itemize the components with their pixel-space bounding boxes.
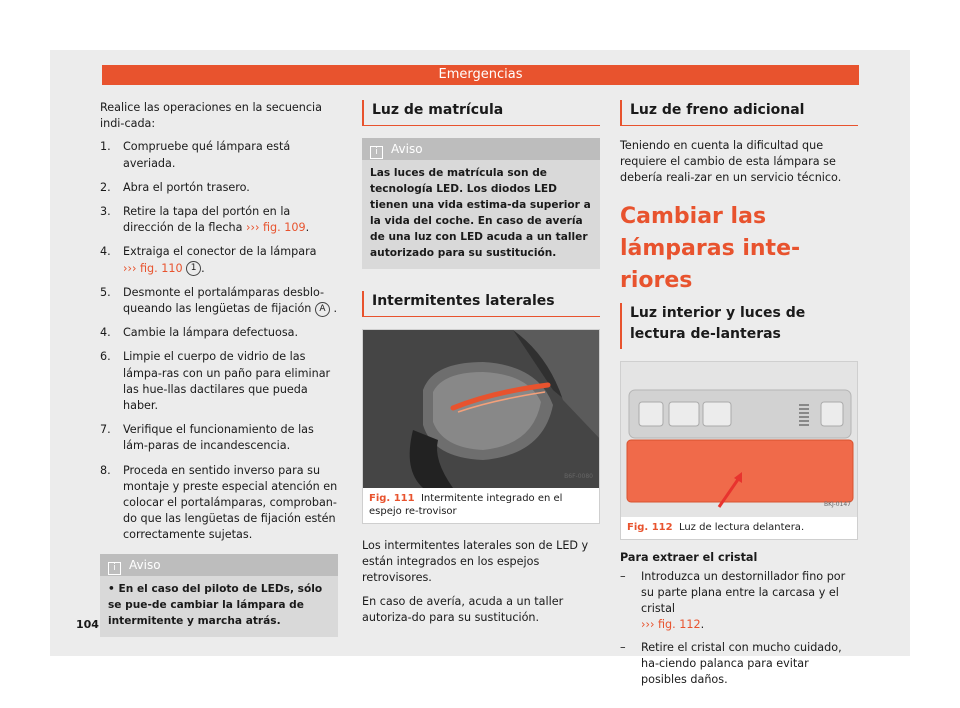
intro-text: Realice las operaciones en la secuencia indi-cada: — [100, 101, 323, 131]
column-2 — [362, 100, 600, 633]
step-item: 4. Extraiga el conector de la lámpara ››› fig. 110 1 . — [100, 245, 317, 275]
info-icon: i — [370, 146, 383, 159]
column-1 — [100, 100, 338, 637]
step-item: 6. Limpie el cuerpo de vidrio de las lámpa-ras con un paño para eliminar las hue-llas dactilares que pueda haber. — [100, 350, 331, 413]
paragraph: Los intermitentes laterales son de LED y están integrados en los espejos retrovisores. — [362, 539, 589, 585]
section-heading: Intermitentes laterales — [362, 291, 600, 317]
figure-caption: Fig. 112 Luz de lectura delantera. — [627, 521, 805, 533]
figure-112 — [620, 361, 858, 540]
step-item: 8. Proceda en sentido inverso para su montaje y preste especial atención en colocar el portalámparas, comproban-do que las lengüetas de fijación estén correctamente sujetas. — [100, 463, 338, 542]
note-text: Las luces de matrícula son de tecnología LED. Los diodos LED tienen una vida estima-da superior a la vida del coche. En caso de avería de una luz con LED acuda a un taller autorizado para su sustitución. — [370, 167, 591, 259]
figure-reference-link[interactable]: ››› fig. 109 — [246, 221, 306, 235]
steps-list — [100, 139, 338, 543]
figure-caption: Fig. 111 Intermitente integrado en el espejo re-trovisor — [369, 493, 563, 517]
aviso-note — [362, 138, 600, 269]
note-title: Aviso — [129, 557, 161, 572]
step-item: 4. Cambie la lámpara defectuosa. — [100, 326, 299, 340]
chapter-heading: Cambiar las lámparas inte-riores — [620, 203, 801, 293]
list-item: – Retire el cristal con mucho cuidado, ha-ciendo palanca para evitar posibles daños. — [620, 640, 842, 687]
callout-badge: A — [315, 302, 330, 317]
list-item: – Introduzca un destornillador fino por su parte plana entre la carcasa y el cristal ››› fig. 112. — [620, 569, 846, 632]
paragraph: Teniendo en cuenta la dificultad que requiere el cambio de esta lámpara se debería reali-zar en un servicio técnico. — [620, 139, 842, 185]
section-heading: Luz de freno adicional — [620, 100, 858, 126]
step-item: 3. Retire la tapa del portón en la dirección de la flecha ››› fig. 109. — [100, 205, 310, 235]
callout-badge: 1 — [186, 261, 201, 276]
note-text: En el caso del piloto de LEDs, sólo se pue-de cambiar la lámpara de intermitente y marcha atrás. — [108, 582, 323, 627]
step-item: 2. Abra el portón trasero. — [100, 180, 250, 194]
page-number: 104 — [76, 618, 99, 631]
sub-heading: Para extraer el cristal — [620, 550, 758, 564]
figure-reference-link[interactable]: ››› fig. 110 — [123, 261, 183, 275]
dash-list — [620, 569, 858, 688]
step-item: 7. Verifique el funcionamiento de las lám-paras de incandescencia. — [100, 423, 314, 453]
page-header: Emergencias — [102, 65, 859, 85]
section-heading: Luz interior y luces de lectura de-lanteras — [620, 303, 858, 349]
info-icon: i — [108, 562, 121, 575]
aviso-note: i Aviso • En el caso del piloto de LEDs, sólo se pue-de cambiar la lámpara de intermitente y marcha atrás. — [100, 554, 338, 637]
note-title: Aviso — [391, 142, 423, 156]
mirror-illustration: B6F-0080 — [363, 330, 599, 488]
figure-reference-link[interactable]: ››› fig. 112 — [641, 618, 701, 632]
step-item: 1. Compruebe qué lámpara está averiada. — [100, 140, 291, 170]
column-3 — [620, 100, 858, 694]
step-item: 5. Desmonte el portalámparas desblo-queando las lengüetas de fijación A . — [100, 285, 338, 316]
reading-light-illustration: BKJ-0147 — [621, 362, 857, 517]
section-heading: Luz de matrícula — [362, 100, 600, 126]
paragraph: En caso de avería, acuda a un taller autoriza-do para su sustitución. — [362, 594, 564, 624]
figure-111 — [362, 329, 600, 524]
